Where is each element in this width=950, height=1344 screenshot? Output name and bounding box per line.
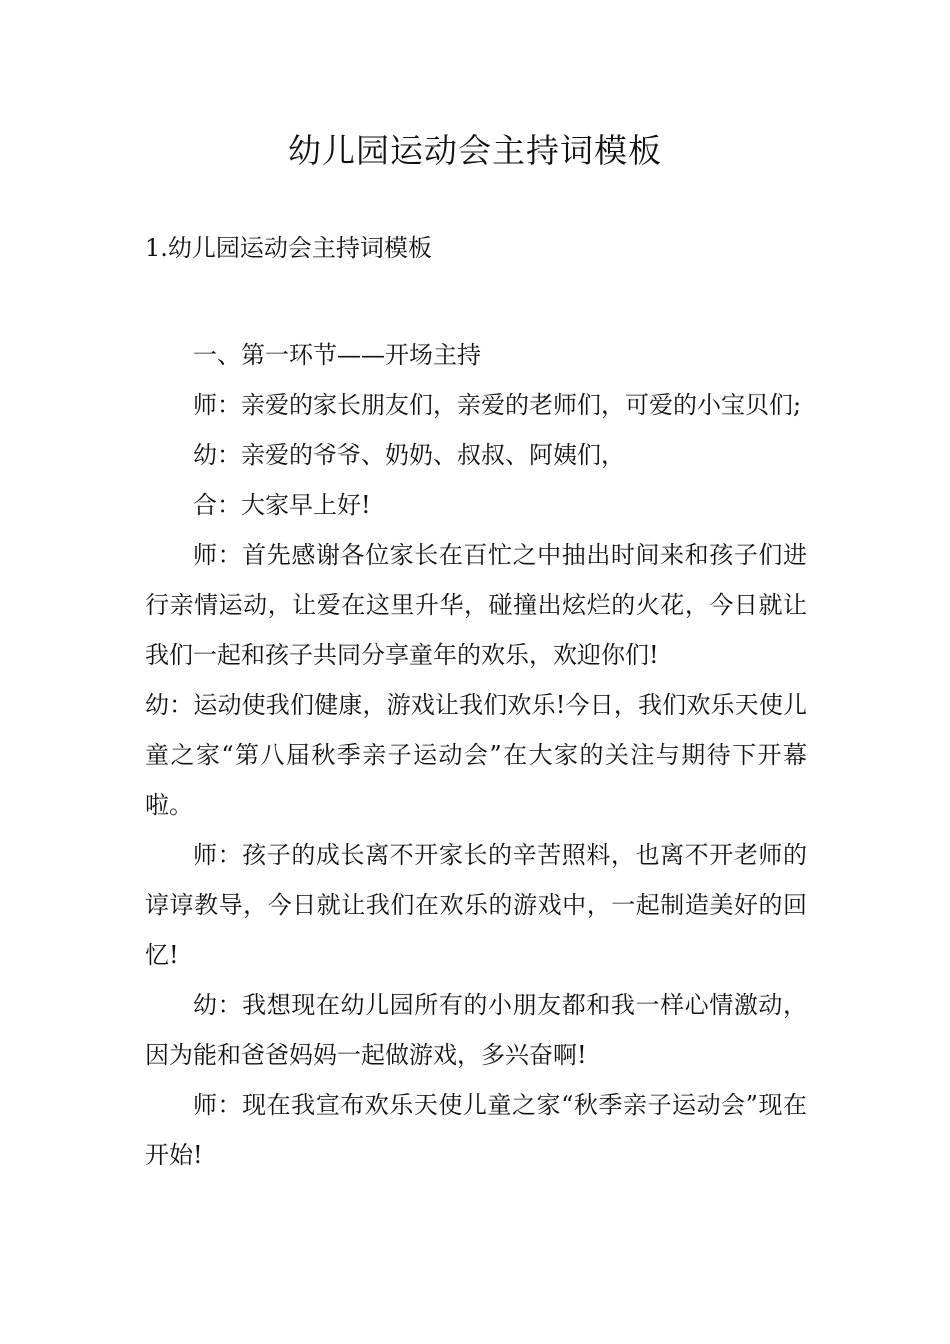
document-title: 幼儿园运动会主持词模板 [288,131,662,170]
paragraph-7: 师：孩子的成长离不开家长的辛苦照料，也离不开老师的谆谆教导，今日就让我们在欢乐的游戏中，一起制造美好的回忆! [145,841,807,969]
paragraph-5: 师：首先感谢各位家长在百忙之中抽出时间来和孩子们进行亲情运动，让爱在这里升华，碰撞出炫烂的火花，今日就让我们一起和孩子共同分享童年的欢乐，欢迎你们! [145,541,807,669]
paragraph-1: 一、第一环节——开场主持 [193,341,481,369]
paragraph-6: 幼：运动使我们健康，游戏让我们欢乐!今日，我们欢乐天使儿童之家“第八届秋季亲子运动会”在大家的关注与期待下开幕啦。 [145,691,807,819]
paragraph-8: 幼：我想现在幼儿园所有的小朋友都和我一样心情激动，因为能和爸爸妈妈一起做游戏，多兴奋啊! [145,991,807,1069]
paragraph-9: 师：现在我宣布欢乐天使儿童之家“秋季亲子运动会”现在开始! [145,1091,807,1169]
section-heading: 1.幼儿园运动会主持词模板 [145,234,432,262]
paragraph-3: 幼：亲爱的爷爷、奶奶、叔叔、阿姨们， [193,441,625,469]
document-body [145,330,807,1180]
paragraph-4: 合：大家早上好! [193,491,371,519]
paragraph-2: 师：亲爱的家长朋友们，亲爱的老师们，可爱的小宝贝们; [193,391,802,419]
